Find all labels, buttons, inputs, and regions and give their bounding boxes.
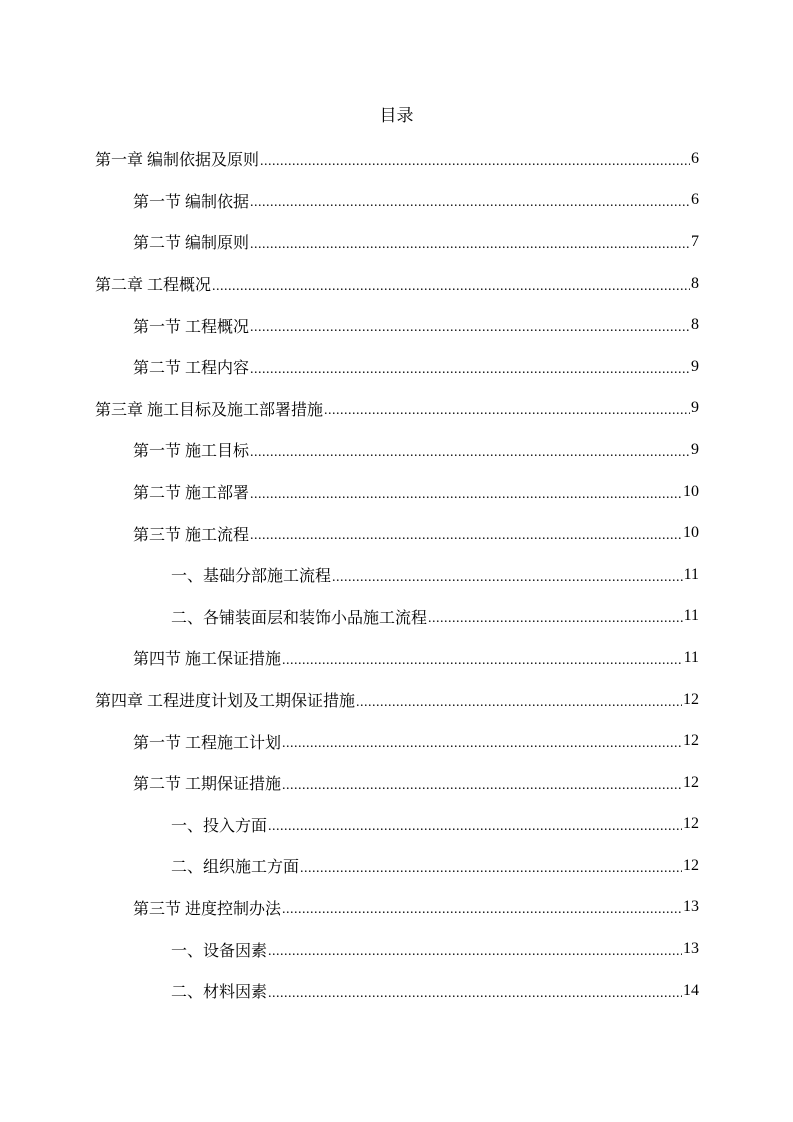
toc-section-entry[interactable] — [95, 637, 699, 679]
toc-subsection-entry[interactable] — [95, 845, 699, 887]
toc-entry-label: 第二节 施工部署 — [133, 485, 250, 503]
toc-page-number: 9 — [691, 399, 699, 417]
toc-page-number: 9 — [691, 357, 699, 375]
toc-page-number: 7 — [691, 232, 699, 250]
dot-leader — [250, 528, 682, 544]
toc-page-number: 10 — [683, 482, 699, 500]
toc-entry-label: 第一节 施工目标 — [133, 443, 250, 461]
toc-page-number: 14 — [683, 981, 699, 999]
toc-section-entry[interactable] — [95, 887, 699, 929]
toc-section-entry[interactable] — [95, 304, 699, 346]
toc-section-entry[interactable] — [95, 429, 699, 471]
toc-subsection-entry[interactable] — [95, 804, 699, 846]
dot-leader — [356, 695, 682, 711]
toc-page-number: 6 — [691, 191, 699, 209]
toc-entry-label: 第二章 工程概况 — [95, 277, 212, 295]
toc-page-number: 12 — [683, 732, 699, 750]
toc-page-number: 13 — [683, 940, 699, 958]
dot-leader — [332, 570, 683, 586]
toc-chapter-entry[interactable] — [95, 388, 699, 430]
dot-leader — [260, 154, 690, 170]
dot-leader — [428, 611, 683, 627]
toc-page-number: 11 — [683, 565, 699, 583]
toc-entry-label: 第二节 工程内容 — [133, 360, 250, 378]
toc-entry-label: 一、设备因素 — [171, 942, 268, 960]
toc-chapter-entry[interactable] — [95, 263, 699, 305]
toc-section-entry[interactable] — [95, 720, 699, 762]
toc-page-number: 12 — [683, 815, 699, 833]
dot-leader — [250, 487, 682, 503]
toc-entry-label: 第四节 施工保证措施 — [133, 651, 282, 669]
toc-section-entry[interactable] — [95, 346, 699, 388]
toc-entry-label: 第三章 施工目标及施工部署措施 — [95, 401, 324, 419]
toc-entry-label: 一、投入方面 — [171, 817, 268, 835]
dot-leader — [268, 819, 682, 835]
dot-leader — [268, 986, 682, 1002]
toc-subsection-entry[interactable] — [95, 554, 699, 596]
toc-page-number: 10 — [683, 524, 699, 542]
toc-page-number: 12 — [683, 773, 699, 791]
toc-subsection-entry[interactable] — [95, 596, 699, 638]
toc-page-number: 8 — [691, 316, 699, 334]
toc-entry-label: 第一节 工程施工计划 — [133, 734, 282, 752]
toc-section-entry[interactable] — [95, 221, 699, 263]
toc-page-number: 13 — [683, 898, 699, 916]
dot-leader — [250, 362, 690, 378]
toc-entry-label: 第一章 编制依据及原则 — [95, 152, 260, 170]
toc-section-entry[interactable] — [95, 180, 699, 222]
dot-leader — [324, 403, 690, 419]
toc-page-number: 11 — [683, 607, 699, 625]
toc-entry-label: 二、组织施工方面 — [171, 859, 300, 877]
dot-leader — [250, 237, 690, 253]
toc-page-number: 12 — [683, 690, 699, 708]
dot-leader — [268, 944, 682, 960]
toc-section-entry[interactable] — [95, 512, 699, 554]
table-of-contents — [95, 138, 699, 1011]
toc-title: 目录 — [379, 106, 414, 125]
toc-section-entry[interactable] — [95, 471, 699, 513]
toc-entry-label: 第三节 进度控制办法 — [133, 900, 282, 918]
toc-subsection-entry[interactable] — [95, 928, 699, 970]
toc-chapter-entry[interactable] — [95, 679, 699, 721]
toc-entry-label: 第四章 工程进度计划及工期保证措施 — [95, 693, 356, 711]
toc-entry-label: 二、材料因素 — [171, 984, 268, 1002]
toc-entry-label: 二、各铺装面层和装饰小品施工流程 — [171, 609, 428, 627]
toc-subsection-entry[interactable] — [95, 970, 699, 1012]
toc-page-number: 11 — [683, 648, 699, 666]
toc-page-number: 12 — [683, 856, 699, 874]
toc-entry-label: 一、基础分部施工流程 — [171, 568, 332, 586]
dot-leader — [250, 195, 690, 211]
dot-leader — [282, 736, 682, 752]
toc-page-number: 6 — [691, 149, 699, 167]
dot-leader — [300, 861, 682, 877]
dot-leader — [282, 902, 682, 918]
dot-leader — [282, 778, 682, 794]
toc-page-number: 9 — [691, 440, 699, 458]
dot-leader — [282, 653, 683, 669]
dot-leader — [250, 320, 690, 336]
dot-leader — [250, 445, 690, 461]
toc-page-number: 8 — [691, 274, 699, 292]
toc-entry-label: 第二节 工期保证措施 — [133, 776, 282, 794]
toc-entry-label: 第一节 编制依据 — [133, 193, 250, 211]
toc-entry-label: 第二节 编制原则 — [133, 235, 250, 253]
toc-chapter-entry[interactable] — [95, 138, 699, 180]
dot-leader — [212, 279, 690, 295]
toc-entry-label: 第三节 施工流程 — [133, 526, 250, 544]
toc-section-entry[interactable] — [95, 762, 699, 804]
toc-entry-label: 第一节 工程概况 — [133, 318, 250, 336]
